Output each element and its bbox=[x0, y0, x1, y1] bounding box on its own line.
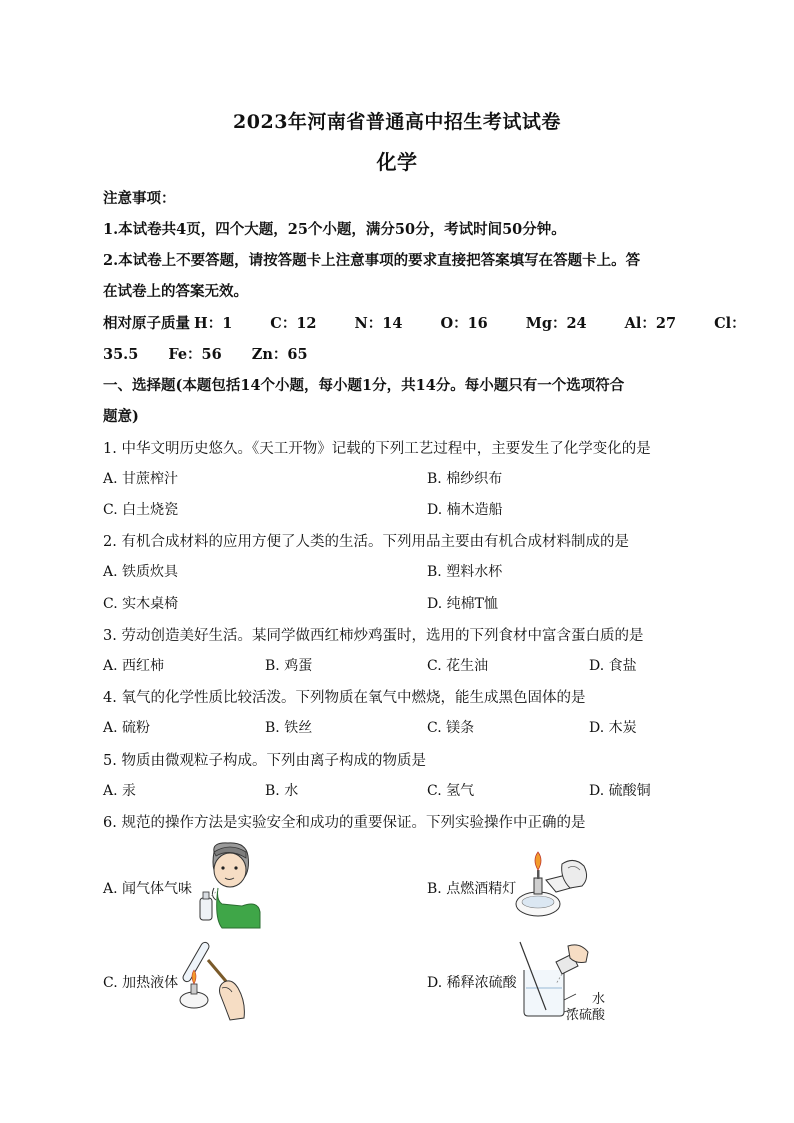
q2-option-a[interactable]: A. 铁质炊具 bbox=[103, 564, 179, 580]
q1-option-c[interactable]: C. 白土烧瓷 bbox=[103, 502, 179, 518]
q3-option-b[interactable]: B. 鸡蛋 bbox=[265, 658, 313, 674]
q5-option-c[interactable]: C. 氢气 bbox=[427, 783, 475, 799]
heating-liquid-illustration bbox=[172, 938, 252, 1022]
atomic-mass-row-1 bbox=[103, 312, 746, 333]
q6-option-a[interactable]: A. 闻气体气味 bbox=[103, 881, 193, 897]
q5-option-d[interactable]: D. 硫酸铜 bbox=[589, 783, 651, 799]
atomic-mass: C：12 bbox=[270, 315, 317, 332]
q1-option-b[interactable]: B. 棉纱织布 bbox=[427, 471, 503, 487]
q6-option-d[interactable]: D. 稀释浓硫酸 bbox=[427, 975, 517, 991]
note-1: 1.本试卷共4页，四个大题，25个小题，满分50分，考试时间50分钟。 bbox=[103, 221, 566, 238]
atomic-mass: Cl： bbox=[714, 315, 746, 332]
question-3-stem: 3. 劳动创造美好生活。某同学做西红柿炒鸡蛋时，选用的下列食材中富含蛋白质的是 bbox=[103, 628, 644, 644]
q4-option-d[interactable]: D. 木炭 bbox=[589, 720, 637, 736]
question-1-stem: 1. 中华文明历史悠久。《天工开物》记载的下列工艺过程中，主要发生了化学变化的是 bbox=[103, 441, 651, 457]
q6-option-b[interactable]: B. 点燃酒精灯 bbox=[427, 881, 517, 897]
figure-label-acid: 浓硫酸 bbox=[566, 1008, 606, 1023]
question-4-stem: 4. 氧气的化学性质比较活泼。下列物质在氧气中燃烧，能生成黑色固体的是 bbox=[103, 690, 586, 706]
q3-option-d[interactable]: D. 食盐 bbox=[589, 658, 637, 674]
atomic-mass: O：16 bbox=[440, 315, 488, 332]
q5-option-a[interactable]: A. 汞 bbox=[103, 783, 137, 799]
lighting-alcohol-lamp-illustration bbox=[512, 848, 592, 920]
q2-option-c[interactable]: C. 实木桌椅 bbox=[103, 596, 179, 612]
question-2-stem: 2. 有机合成材料的应用方便了人类的生活。下列用品主要由有机合成材料制成的是 bbox=[103, 534, 629, 550]
atomic-mass-label: 相对原子质量 bbox=[103, 315, 190, 332]
q4-option-c[interactable]: C. 镁条 bbox=[427, 720, 475, 736]
smelling-gas-illustration bbox=[192, 840, 262, 930]
notes-heading: 注意事项： bbox=[103, 190, 176, 207]
question-6-stem: 6. 规范的操作方法是实验安全和成功的重要保证。下列实验操作中正确的是 bbox=[103, 815, 586, 831]
section-heading-line2: 题意) bbox=[103, 408, 139, 425]
atomic-mass: H：1 bbox=[194, 315, 233, 332]
atomic-mass: Al：27 bbox=[624, 315, 677, 332]
note-2-line1: 2.本试卷上不要答题，请按答题卡上注意事项的要求直接把答案填写在答题卡上。答 bbox=[103, 252, 641, 269]
q4-option-b[interactable]: B. 铁丝 bbox=[265, 720, 313, 736]
atomic-mass: Fe：56 bbox=[168, 346, 222, 363]
q2-option-d[interactable]: D. 纯棉T恤 bbox=[427, 596, 498, 612]
atomic-mass: Zn：65 bbox=[251, 346, 308, 363]
note-2-line2: 在试卷上的答案无效。 bbox=[103, 283, 248, 300]
atomic-mass-row-2 bbox=[103, 343, 338, 364]
atomic-mass: N：14 bbox=[354, 315, 403, 332]
q4-option-a[interactable]: A. 硫粉 bbox=[103, 720, 151, 736]
atomic-mass: Mg：24 bbox=[525, 315, 587, 332]
section-heading-line1: 一、选择题(本题包括14个小题，每小题1分，共14分。每小题只有一个选项符合 bbox=[103, 377, 625, 394]
q2-option-b[interactable]: B. 塑料水杯 bbox=[427, 564, 503, 580]
q1-option-a[interactable]: A. 甘蔗榨汁 bbox=[103, 471, 179, 487]
q6-option-c[interactable]: C. 加热液体 bbox=[103, 975, 179, 991]
question-5-stem: 5. 物质由微观粒子构成。下列由离子构成的物质是 bbox=[103, 753, 426, 769]
subject-title: 化学 bbox=[376, 150, 418, 174]
q3-option-a[interactable]: A. 西红柿 bbox=[103, 658, 165, 674]
q3-option-c[interactable]: C. 花生油 bbox=[427, 658, 489, 674]
atomic-mass: 35.5 bbox=[103, 346, 139, 363]
figure-label-water: 水 bbox=[592, 992, 606, 1007]
q1-option-d[interactable]: D. 楠木造船 bbox=[427, 502, 503, 518]
q5-option-b[interactable]: B. 水 bbox=[265, 783, 299, 799]
exam-title: 2023年河南省普通高中招生考试试卷 bbox=[233, 111, 561, 133]
